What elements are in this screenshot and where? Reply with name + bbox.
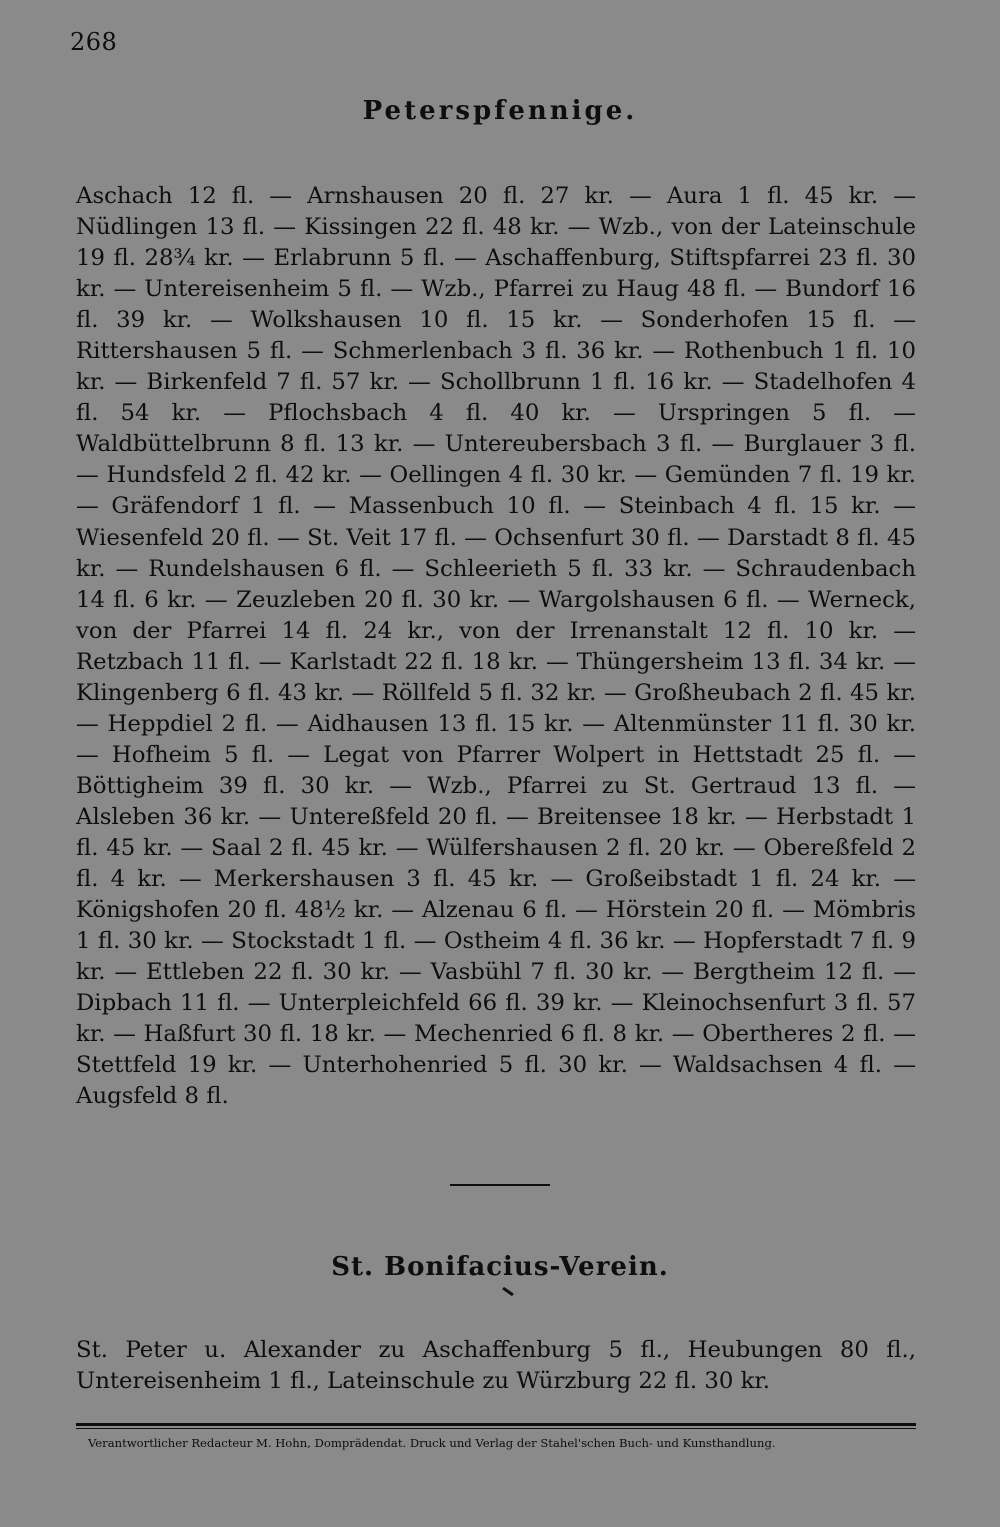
section-body-bonifacius-verein: St. Peter u. Alexander zu Aschaffenburg 5 fl., Heubungen 80 fl., Untereisenheim 1 fl., Lateinschule zu Würzburg 22 fl. 30 kr. — [76, 1337, 916, 1395]
decorative-mark — [502, 1287, 514, 1296]
footer-imprint: Verantwortlicher Redacteur M. Hohn, Domprädendat. Druck und Verlag der Stahel'schen Buch- und Kunsthandlung. — [88, 1436, 776, 1450]
section-body-peterspfennige: Aschach 12 fl. — Arnshausen 20 fl. 27 kr. — Aura 1 fl. 45 kr. — Nüdlingen 13 fl. — Kissingen 22 fl. 48 kr. — Wzb., von der Lateinschule 19 fl. 28¾ kr. — Erlabrunn 5 fl. — Aschaffenburg, Stiftspfarrei 23 fl. 30 kr. — Untereisenheim 5 fl. — Wzb., Pfarrei zu Haug 48 fl. — Bundorf 16 fl. 39 kr. — Wolkshausen 10 fl. 15 kr. — Sonderhofen 15 fl. — Rittershausen 5 fl. — Schmerlenbach 3 fl. 36 kr. — Rothenbuch 1 fl. 10 kr. — Birkenfeld 7 fl. 57 kr. — Schollbrunn 1 fl. 16 kr. — Stadelhofen 4 fl. 54 kr. — Pflochsbach 4 fl. 40 kr. — Urspringen 5 fl. — Waldbüttelbrunn 8 fl. 13 kr. — Untereubersbach 3 fl. — Burglauer 3 fl. — Hundsfeld 2 fl. 42 kr. — Oellingen 4 fl. 30 kr. — Gemünden 7 fl. 19 kr. — Gräfendorf 1 fl. — Massenbuch 10 fl. — Steinbach 4 fl. 15 kr. — Wiesenfeld 20 fl. — St. Veit 17 fl. — Ochsenfurt 30 fl. — Darstadt 8 fl. 45 kr. — Rundelshausen 6 fl. — Schleerieth 5 fl. 33 kr. — Schraudenbach 14 fl. 6 kr. — Zeuzleben 20 fl. 30 kr. — Wargolshausen 6 fl. — Werneck, von der Pfarrei 14 fl. 24 kr., von der Irrenanstalt 12 fl. 10 kr. — Retzbach 11 fl. — Karlstadt 22 fl. 18 kr. — Thüngersheim 13 fl. 34 kr. — Klingenberg 6 fl. 43 kr. — Röllfeld 5 fl. 32 kr. — Großheubach 2 fl. 45 kr. — Heppdiel 2 fl. — Aidhausen 13 fl. 15 kr. — Altenmünster 11 fl. 30 kr. — Hofheim 5 fl. — Legat von Pfarrer Wolpert in Hettstadt 25 fl. — Böttigheim 39 fl. 30 kr. — Wzb., Pfarrei zu St. Gertraud 13 fl. — Alsleben 36 kr. — Untereßfeld 20 fl. — Breitensee 18 kr. — Herbstadt 1 fl. 45 kr. — Saal 2 fl. 45 kr. — Wülfershausen 2 fl. 20 kr. — Obereßfeld 2 fl. 4 kr. — Merkershausen 3 fl. 45 kr. — Großeibstadt 1 fl. 24 kr. — Königshofen 20 fl. 48½ kr. — Alzenau 6 fl. — Hörstein 20 fl. — Mömbris 1 fl. 30 kr. — Stockstadt 1 fl. — Ostheim 4 fl. 36 kr. — Hopferstadt 7 fl. 9 kr. — Ettleben 22 fl. 30 kr. — Vasbühl 7 fl. 30 kr. — Bergtheim 12 fl. — Dipbach 11 fl. — Unterpleichfeld 66 fl. 39 kr. — Kleinochsenfurt 3 fl. 57 kr. — Haßfurt 30 fl. 18 kr. — Mechenried 6 fl. 8 kr. — Obertheres 2 fl. — Stettfeld 19 kr. — Unterhohenried 5 fl. 30 kr. — Waldsachsen 4 fl. — Augsfeld 8 fl. — [76, 183, 916, 1110]
section-title-bonifacius-verein: St. Bonifacius-Verein. — [331, 1252, 669, 1282]
section-title-peterspfennige: Peterspfennige. — [362, 96, 638, 126]
section-separator — [450, 1184, 550, 1186]
page-number: 268 — [70, 28, 118, 56]
footer-rule-thin — [76, 1428, 916, 1429]
footer-rule-thick — [76, 1423, 916, 1426]
